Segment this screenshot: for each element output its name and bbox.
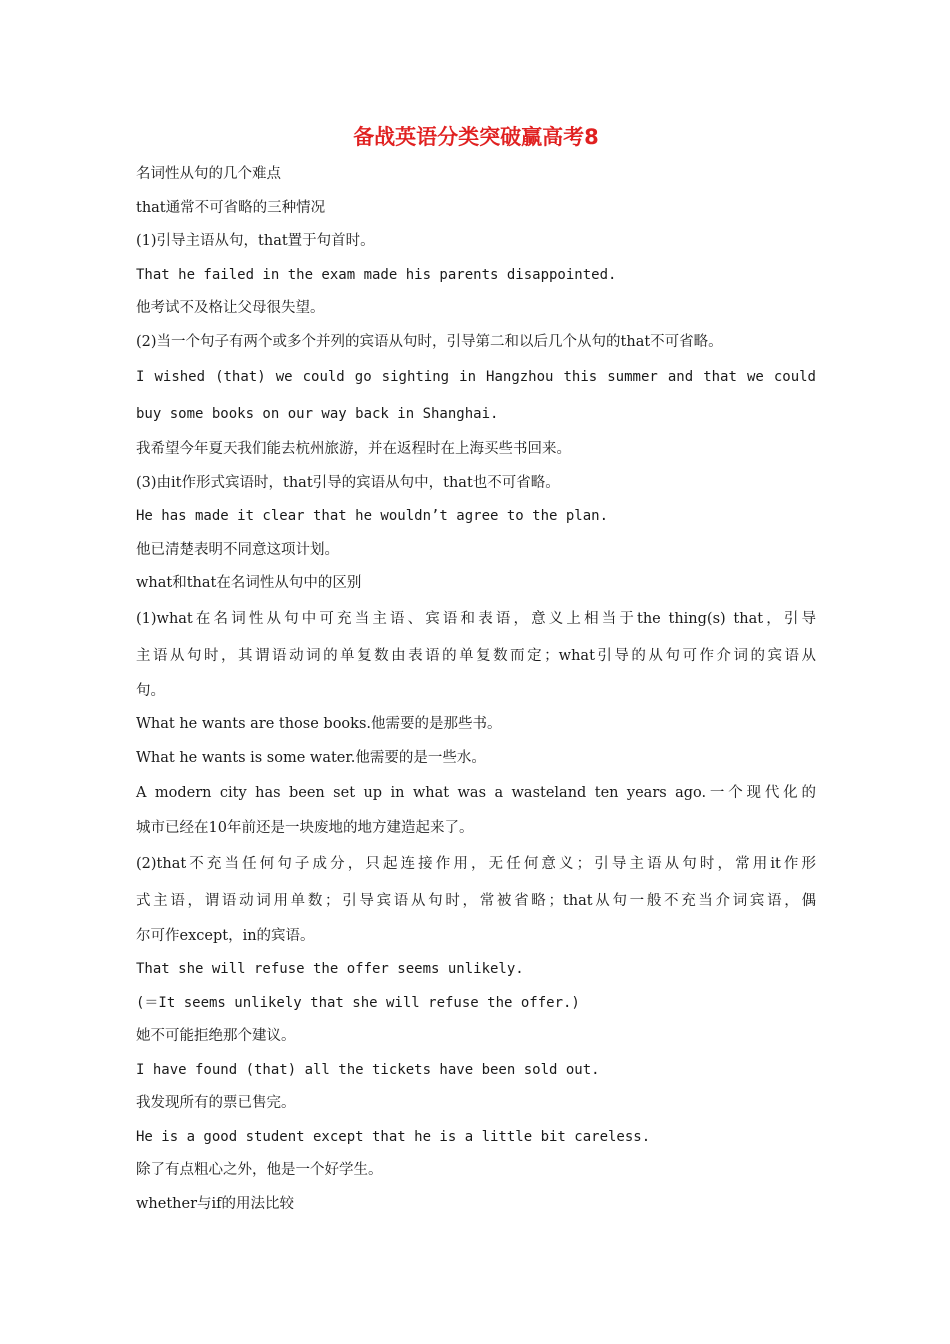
translation-line: 他已清楚表明不同意这项计划。 bbox=[136, 541, 339, 558]
rule-item: (3)由it作形式宾语时，that引导的宾语从句中，that也不可省略。 bbox=[136, 474, 560, 491]
example-sentence: He has made it clear that he wouldn’t agree to the plan. bbox=[136, 508, 609, 524]
rule-item: (2)当一个句子有两个或多个并列的宾语从句时，引导第二和以后几个从句的that不可省略。 bbox=[136, 333, 723, 350]
example-sentence: He is a good student except that he is a little bit careless. bbox=[136, 1128, 651, 1145]
rule-item: (1)what在名词性从句中可充当主语、宾语和表语，意义上相当于the thing(s) that，引导 bbox=[136, 610, 816, 627]
example-sentence: That she will refuse the offer seems unlikely. bbox=[136, 961, 524, 977]
example-sentence-continued: buy some books on our way back in Shanghai. bbox=[136, 406, 499, 422]
rule-item: (2)that不充当任何句子成分，只起连接作用，无任何意义；引导主语从句时，常用it作形 bbox=[136, 855, 816, 872]
example-sentence-continued: 城市已经在10年前还是一块废地的地方建造起来了。 bbox=[136, 820, 474, 836]
translation-line: 除了有点粗心之外，他是一个好学生。 bbox=[136, 1162, 383, 1178]
section-heading: 名词性从句的几个难点 bbox=[136, 166, 281, 182]
example-sentence: That he failed in the exam made his parents disappointed. bbox=[136, 266, 617, 283]
example-sentence: I wished (that) we could go sighting in Hangzhou this summer and that we could bbox=[136, 369, 816, 385]
example-sentence: What he wants is some water.他需要的是一些水。 bbox=[136, 749, 486, 766]
example-sentence: A modern city has been set up in what was a wasteland ten years ago.一个现代化的 bbox=[136, 785, 816, 801]
example-sentence: (＝It seems unlikely that she will refuse the offer.) bbox=[136, 994, 580, 1011]
document-title: 备战英语分类突破赢高考8 bbox=[353, 125, 599, 149]
translation-line: 他考试不及格让父母很失望。 bbox=[136, 300, 325, 316]
translation-line: 她不可能拒绝那个建议。 bbox=[136, 1028, 296, 1044]
rule-item-continued: 主语从句时，其谓语动词的单复数由表语的单复数而定；what引导的从句可作介词的宾语从 bbox=[136, 647, 816, 664]
translation-line: 我发现所有的票已售完。 bbox=[136, 1095, 296, 1111]
translation-line: 我希望今年夏天我们能去杭州旅游，并在返程时在上海买些书回来。 bbox=[136, 441, 571, 457]
rule-item: (1)引导主语从句，that置于句首时。 bbox=[136, 233, 375, 249]
rule-item-continued: 尔可作except，in的宾语。 bbox=[136, 927, 315, 944]
subsection-heading: whether与if的用法比较 bbox=[136, 1195, 295, 1212]
subsection-heading: what和that在名词性从句中的区别 bbox=[136, 575, 362, 591]
subsection-heading: that通常不可省略的三种情况 bbox=[136, 199, 326, 216]
rule-item-continued: 式主语，谓语动词用单数；引导宾语从句时，常被省略；that从句一般不充当介词宾语，偶 bbox=[136, 892, 816, 909]
document-page bbox=[136, 118, 816, 1221]
example-sentence: I have found (that) all the tickets have been sold out. bbox=[136, 1061, 600, 1078]
example-sentence: What he wants are those books.他需要的是那些书。 bbox=[136, 716, 502, 732]
rule-item-continued: 句。 bbox=[136, 682, 165, 699]
